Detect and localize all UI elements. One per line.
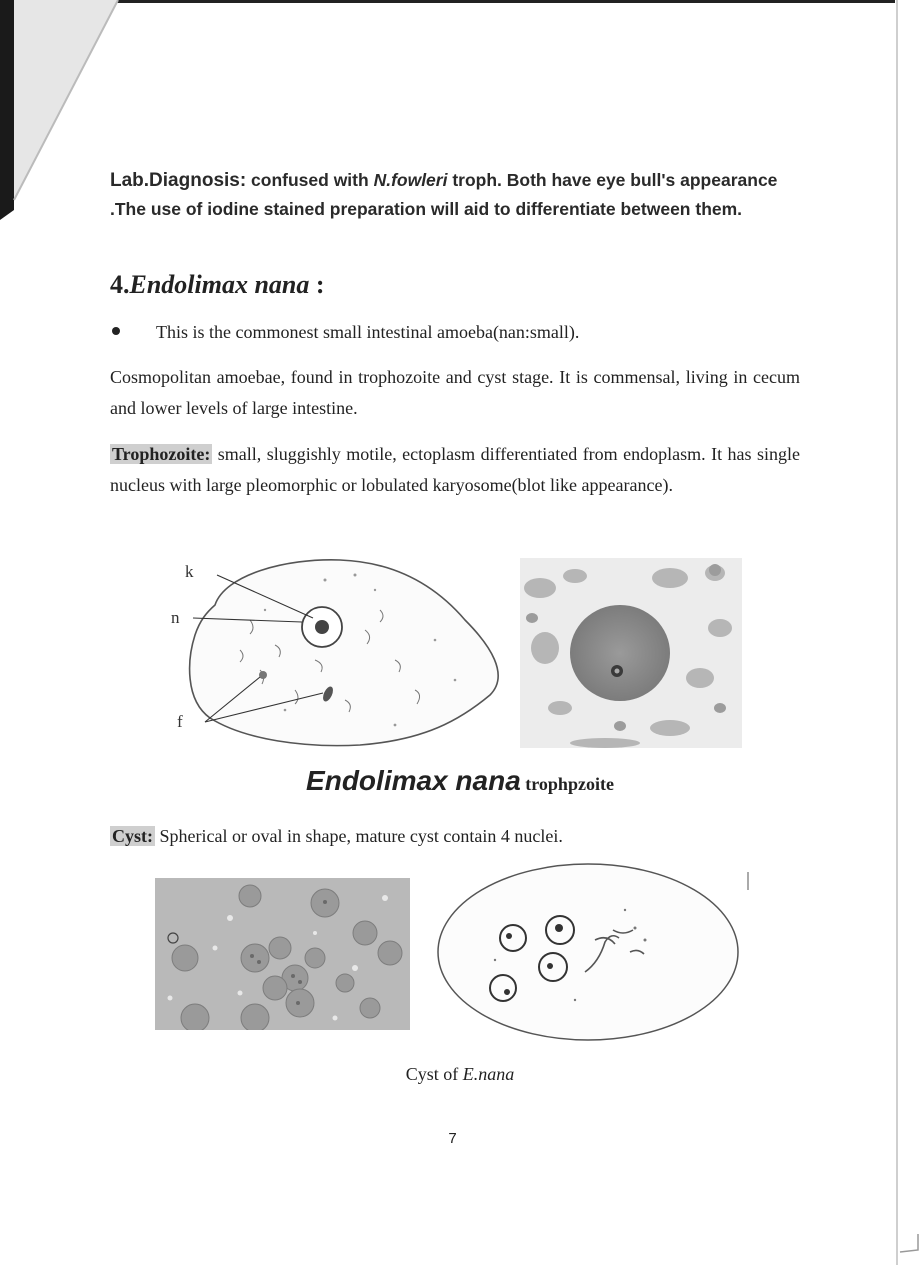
trophozoite-label: Trophozoite: (112, 444, 211, 464)
trophozoite-caption-rest: trophpzoite (520, 774, 614, 794)
section-title: Endolimax nana (129, 270, 310, 299)
bullet-item (112, 318, 579, 346)
scan-corner-mark (898, 1228, 920, 1258)
bullet-dot-icon (112, 327, 120, 335)
cyst-diagram (435, 860, 750, 1045)
section-suffix: : (309, 270, 325, 299)
diagnosis-text-after: troph. Both have eye bull's appearance .The use of iodine stained preparation will aid to differentiate between them. (110, 170, 778, 219)
diagnosis-text-before: confused with (246, 170, 374, 190)
trophozoite-diagram (165, 550, 515, 755)
cyst-paragraph (110, 822, 563, 850)
intro-paragraph: Cosmopolitan amoebae, found in trophozoite and cyst stage. It is commensal, living in cecum and lower levels of large intestine. (110, 367, 800, 418)
label-f: f (177, 712, 183, 731)
cyst-text: Spherical or oval in shape, mature cyst contain 4 nuclei. (155, 826, 563, 846)
section-number: 4. (110, 270, 130, 299)
section-heading (110, 270, 325, 300)
trophozoite-paragraph (110, 439, 800, 501)
trophozoite-caption (0, 765, 920, 797)
trophozoite-micrograph (520, 558, 742, 748)
cyst-caption-prefix: Cyst of (405, 1064, 463, 1084)
diagnosis-species: N.fowleri (373, 170, 448, 190)
cyst-label: Cyst: (112, 826, 153, 846)
cyst-micrograph (155, 878, 410, 1030)
trophozoite-text: small, sluggishly motile, ectoplasm differentiated from endoplasm. It has single nucleus with large pleomorphic or lobulated karyosome(blot like appearance). (110, 444, 800, 495)
label-n: n (171, 608, 180, 627)
lab-diagnosis-paragraph (110, 166, 810, 224)
trophozoite-caption-species: Endolimax nana (306, 765, 521, 796)
cyst-caption (0, 1064, 920, 1085)
cyst-caption-species: E.nana (462, 1064, 515, 1084)
bullet-text: This is the commonest small intestinal amoeba(nan:small). (156, 322, 580, 342)
page-number: 7 (448, 1130, 457, 1147)
label-k: k (185, 562, 194, 581)
lab-diagnosis-label: Lab.Diagnosis: (110, 170, 247, 191)
scan-top-edge (115, 0, 895, 3)
